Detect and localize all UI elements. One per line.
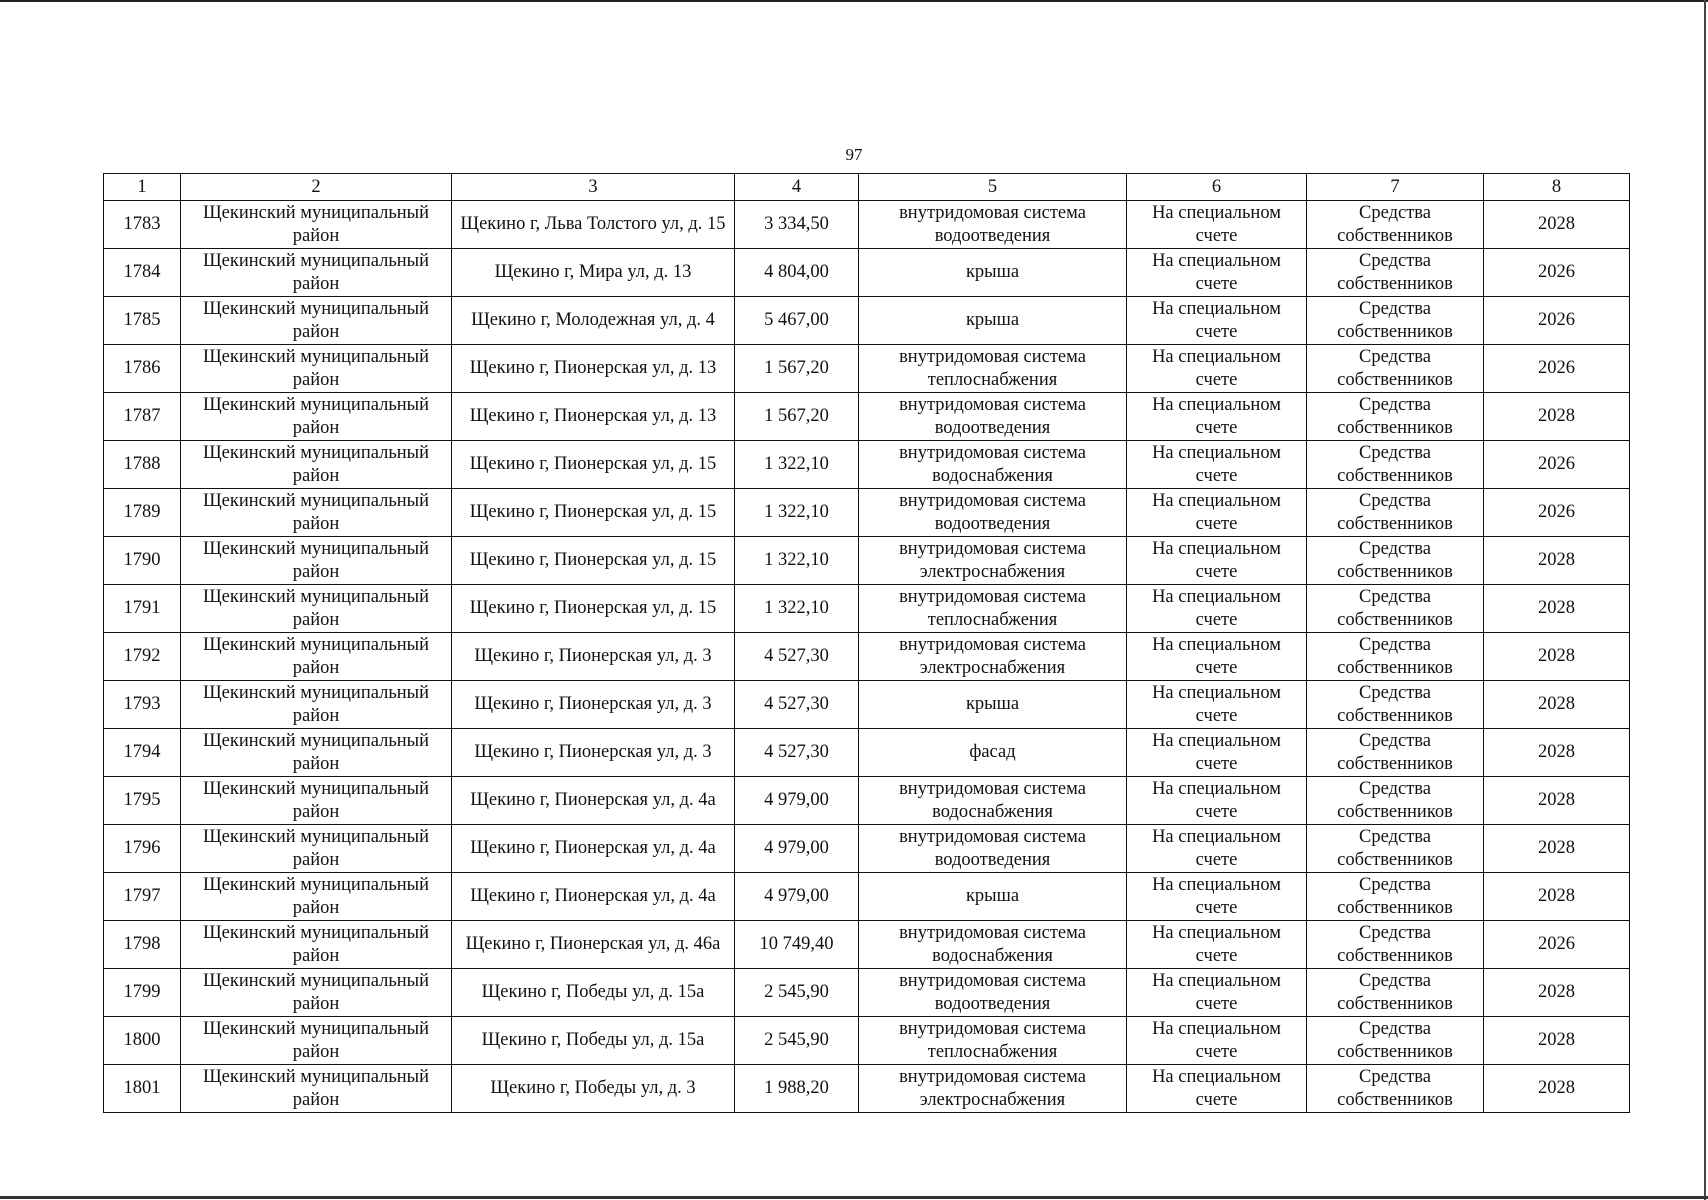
- area-cell: 2 545,90: [735, 1017, 859, 1065]
- address-cell: Щекино г, Пионерская ул, д. 13: [452, 345, 735, 393]
- funding-source-cell: Средства собственников: [1307, 537, 1484, 585]
- table-row: [104, 633, 1630, 681]
- work-type-cell: крыша: [859, 681, 1127, 729]
- scan-border-bottom: [0, 1196, 1708, 1199]
- funding-source-cell: Средства собственников: [1307, 729, 1484, 777]
- area-cell: 1 322,10: [735, 585, 859, 633]
- municipality-cell: Щекинский муниципальный район: [181, 681, 452, 729]
- year-cell: 2026: [1484, 489, 1630, 537]
- year-cell: 2028: [1484, 873, 1630, 921]
- scan-border-right: [1704, 0, 1706, 1200]
- row-number-cell: 1786: [104, 345, 181, 393]
- row-number-cell: 1792: [104, 633, 181, 681]
- work-type-cell: внутридомовая система электроснабжения: [859, 1065, 1127, 1113]
- year-cell: 2028: [1484, 825, 1630, 873]
- address-cell: Щекино г, Льва Толстого ул, д. 15: [452, 201, 735, 249]
- municipality-cell: Щекинский муниципальный район: [181, 1065, 452, 1113]
- funding-source-cell: Средства собственников: [1307, 1017, 1484, 1065]
- address-cell: Щекино г, Пионерская ул, д. 15: [452, 585, 735, 633]
- table-row: [104, 489, 1630, 537]
- address-cell: Щекино г, Пионерская ул, д. 4а: [452, 777, 735, 825]
- row-number-cell: 1796: [104, 825, 181, 873]
- row-number-cell: 1798: [104, 921, 181, 969]
- work-type-cell: крыша: [859, 873, 1127, 921]
- table-row: [104, 201, 1630, 249]
- area-cell: 1 322,10: [735, 489, 859, 537]
- header-row: [104, 174, 1630, 201]
- year-cell: 2026: [1484, 297, 1630, 345]
- municipality-cell: Щекинский муниципальный район: [181, 1017, 452, 1065]
- area-cell: 3 334,50: [735, 201, 859, 249]
- municipality-cell: Щекинский муниципальный район: [181, 729, 452, 777]
- row-number-cell: 1799: [104, 969, 181, 1017]
- row-number-cell: 1785: [104, 297, 181, 345]
- table-row: [104, 393, 1630, 441]
- funding-source-cell: Средства собственников: [1307, 249, 1484, 297]
- table-header: [104, 174, 1630, 201]
- year-cell: 2026: [1484, 345, 1630, 393]
- address-cell: Щекино г, Победы ул, д. 3: [452, 1065, 735, 1113]
- work-type-cell: внутридомовая система электроснабжения: [859, 537, 1127, 585]
- year-cell: 2028: [1484, 1065, 1630, 1113]
- year-cell: 2028: [1484, 969, 1630, 1017]
- work-type-cell: внутридомовая система водоотведения: [859, 393, 1127, 441]
- address-cell: Щекино г, Пионерская ул, д. 46а: [452, 921, 735, 969]
- area-cell: 10 749,40: [735, 921, 859, 969]
- work-type-cell: внутридомовая система водоснабжения: [859, 921, 1127, 969]
- area-cell: 1 988,20: [735, 1065, 859, 1113]
- municipality-cell: Щекинский муниципальный район: [181, 201, 452, 249]
- funding-source-cell: Средства собственников: [1307, 393, 1484, 441]
- year-cell: 2028: [1484, 633, 1630, 681]
- fund-method-cell: На специальном счете: [1127, 585, 1307, 633]
- header-cell: 5: [859, 174, 1127, 201]
- year-cell: 2026: [1484, 249, 1630, 297]
- fund-method-cell: На специальном счете: [1127, 201, 1307, 249]
- work-type-cell: внутридомовая система электроснабжения: [859, 633, 1127, 681]
- municipality-cell: Щекинский муниципальный район: [181, 297, 452, 345]
- funding-source-cell: Средства собственников: [1307, 921, 1484, 969]
- address-cell: Щекино г, Пионерская ул, д. 3: [452, 633, 735, 681]
- address-cell: Щекино г, Пионерская ул, д. 4а: [452, 825, 735, 873]
- row-number-cell: 1788: [104, 441, 181, 489]
- fund-method-cell: На специальном счете: [1127, 537, 1307, 585]
- table-row: [104, 969, 1630, 1017]
- funding-source-cell: Средства собственников: [1307, 777, 1484, 825]
- fund-method-cell: На специальном счете: [1127, 1065, 1307, 1113]
- table-row: [104, 297, 1630, 345]
- fund-method-cell: На специальном счете: [1127, 825, 1307, 873]
- fund-method-cell: На специальном счете: [1127, 1017, 1307, 1065]
- fund-method-cell: На специальном счете: [1127, 921, 1307, 969]
- work-type-cell: крыша: [859, 249, 1127, 297]
- address-cell: Щекино г, Пионерская ул, д. 15: [452, 441, 735, 489]
- municipality-cell: Щекинский муниципальный район: [181, 249, 452, 297]
- municipality-cell: Щекинский муниципальный район: [181, 441, 452, 489]
- table-row: [104, 825, 1630, 873]
- address-cell: Щекино г, Победы ул, д. 15а: [452, 969, 735, 1017]
- table-row: [104, 585, 1630, 633]
- address-cell: Щекино г, Пионерская ул, д. 15: [452, 489, 735, 537]
- address-cell: Щекино г, Пионерская ул, д. 15: [452, 537, 735, 585]
- header-cell: 3: [452, 174, 735, 201]
- funding-source-cell: Средства собственников: [1307, 969, 1484, 1017]
- funding-source-cell: Средства собственников: [1307, 681, 1484, 729]
- municipality-cell: Щекинский муниципальный район: [181, 969, 452, 1017]
- fund-method-cell: На специальном счете: [1127, 969, 1307, 1017]
- address-cell: Щекино г, Пионерская ул, д. 13: [452, 393, 735, 441]
- row-number-cell: 1789: [104, 489, 181, 537]
- fund-method-cell: На специальном счете: [1127, 729, 1307, 777]
- row-number-cell: 1801: [104, 1065, 181, 1113]
- table-row: [104, 537, 1630, 585]
- row-number-cell: 1794: [104, 729, 181, 777]
- area-cell: 4 979,00: [735, 873, 859, 921]
- work-type-cell: внутридомовая система водоотведения: [859, 969, 1127, 1017]
- area-cell: 4 527,30: [735, 633, 859, 681]
- address-cell: Щекино г, Пионерская ул, д. 3: [452, 681, 735, 729]
- row-number-cell: 1793: [104, 681, 181, 729]
- header-cell: 1: [104, 174, 181, 201]
- work-type-cell: крыша: [859, 297, 1127, 345]
- year-cell: 2026: [1484, 441, 1630, 489]
- fund-method-cell: На специальном счете: [1127, 633, 1307, 681]
- register-table: [103, 173, 1630, 1113]
- fund-method-cell: На специальном счете: [1127, 441, 1307, 489]
- work-type-cell: внутридомовая система водоснабжения: [859, 441, 1127, 489]
- year-cell: 2028: [1484, 201, 1630, 249]
- table-row: [104, 249, 1630, 297]
- year-cell: 2026: [1484, 921, 1630, 969]
- table-row: [104, 873, 1630, 921]
- address-cell: Щекино г, Победы ул, д. 15а: [452, 1017, 735, 1065]
- funding-source-cell: Средства собственников: [1307, 297, 1484, 345]
- work-type-cell: внутридомовая система водоотведения: [859, 201, 1127, 249]
- area-cell: 4 979,00: [735, 777, 859, 825]
- year-cell: 2028: [1484, 537, 1630, 585]
- work-type-cell: внутридомовая система теплоснабжения: [859, 1017, 1127, 1065]
- fund-method-cell: На специальном счете: [1127, 297, 1307, 345]
- row-number-cell: 1783: [104, 201, 181, 249]
- row-number-cell: 1787: [104, 393, 181, 441]
- area-cell: 4 804,00: [735, 249, 859, 297]
- table-body: [104, 201, 1630, 1113]
- row-number-cell: 1800: [104, 1017, 181, 1065]
- fund-method-cell: На специальном счете: [1127, 777, 1307, 825]
- funding-source-cell: Средства собственников: [1307, 633, 1484, 681]
- funding-source-cell: Средства собственников: [1307, 825, 1484, 873]
- scan-border-top: [0, 0, 1708, 2]
- address-cell: Щекино г, Молодежная ул, д. 4: [452, 297, 735, 345]
- work-type-cell: внутридомовая система водоотведения: [859, 489, 1127, 537]
- area-cell: 1 567,20: [735, 345, 859, 393]
- row-number-cell: 1791: [104, 585, 181, 633]
- year-cell: 2028: [1484, 1017, 1630, 1065]
- funding-source-cell: Средства собственников: [1307, 489, 1484, 537]
- fund-method-cell: На специальном счете: [1127, 345, 1307, 393]
- fund-method-cell: На специальном счете: [1127, 681, 1307, 729]
- address-cell: Щекино г, Пионерская ул, д. 4а: [452, 873, 735, 921]
- work-type-cell: внутридомовая система теплоснабжения: [859, 345, 1127, 393]
- municipality-cell: Щекинский муниципальный район: [181, 633, 452, 681]
- area-cell: 4 527,30: [735, 681, 859, 729]
- area-cell: 1 322,10: [735, 441, 859, 489]
- municipality-cell: Щекинский муниципальный район: [181, 873, 452, 921]
- municipality-cell: Щекинский муниципальный район: [181, 921, 452, 969]
- area-cell: 4 527,30: [735, 729, 859, 777]
- row-number-cell: 1790: [104, 537, 181, 585]
- table-row: [104, 921, 1630, 969]
- work-type-cell: внутридомовая система водоснабжения: [859, 777, 1127, 825]
- funding-source-cell: Средства собственников: [1307, 873, 1484, 921]
- fund-method-cell: На специальном счете: [1127, 873, 1307, 921]
- year-cell: 2028: [1484, 393, 1630, 441]
- area-cell: 5 467,00: [735, 297, 859, 345]
- funding-source-cell: Средства собственников: [1307, 585, 1484, 633]
- funding-source-cell: Средства собственников: [1307, 345, 1484, 393]
- year-cell: 2028: [1484, 585, 1630, 633]
- area-cell: 2 545,90: [735, 969, 859, 1017]
- table-row: [104, 1017, 1630, 1065]
- header-cell: 7: [1307, 174, 1484, 201]
- funding-source-cell: Средства собственников: [1307, 201, 1484, 249]
- work-type-cell: фасад: [859, 729, 1127, 777]
- fund-method-cell: На специальном счете: [1127, 249, 1307, 297]
- year-cell: 2028: [1484, 729, 1630, 777]
- municipality-cell: Щекинский муниципальный район: [181, 585, 452, 633]
- fund-method-cell: На специальном счете: [1127, 393, 1307, 441]
- municipality-cell: Щекинский муниципальный район: [181, 489, 452, 537]
- address-cell: Щекино г, Мира ул, д. 13: [452, 249, 735, 297]
- header-cell: 8: [1484, 174, 1630, 201]
- table-row: [104, 777, 1630, 825]
- table-row: [104, 345, 1630, 393]
- header-cell: 6: [1127, 174, 1307, 201]
- work-type-cell: внутридомовая система водоотведения: [859, 825, 1127, 873]
- table-row: [104, 681, 1630, 729]
- area-cell: 4 979,00: [735, 825, 859, 873]
- municipality-cell: Щекинский муниципальный район: [181, 777, 452, 825]
- row-number-cell: 1795: [104, 777, 181, 825]
- table-row: [104, 729, 1630, 777]
- header-cell: 4: [735, 174, 859, 201]
- page-number: 97: [845, 145, 863, 164]
- work-type-cell: внутридомовая система теплоснабжения: [859, 585, 1127, 633]
- row-number-cell: 1797: [104, 873, 181, 921]
- fund-method-cell: На специальном счете: [1127, 489, 1307, 537]
- area-cell: 1 322,10: [735, 537, 859, 585]
- municipality-cell: Щекинский муниципальный район: [181, 345, 452, 393]
- header-cell: 2: [181, 174, 452, 201]
- address-cell: Щекино г, Пионерская ул, д. 3: [452, 729, 735, 777]
- funding-source-cell: Средства собственников: [1307, 441, 1484, 489]
- municipality-cell: Щекинский муниципальный район: [181, 537, 452, 585]
- table-row: [104, 1065, 1630, 1113]
- municipality-cell: Щекинский муниципальный район: [181, 825, 452, 873]
- table-row: [104, 441, 1630, 489]
- year-cell: 2028: [1484, 777, 1630, 825]
- year-cell: 2028: [1484, 681, 1630, 729]
- area-cell: 1 567,20: [735, 393, 859, 441]
- funding-source-cell: Средства собственников: [1307, 1065, 1484, 1113]
- row-number-cell: 1784: [104, 249, 181, 297]
- municipality-cell: Щекинский муниципальный район: [181, 393, 452, 441]
